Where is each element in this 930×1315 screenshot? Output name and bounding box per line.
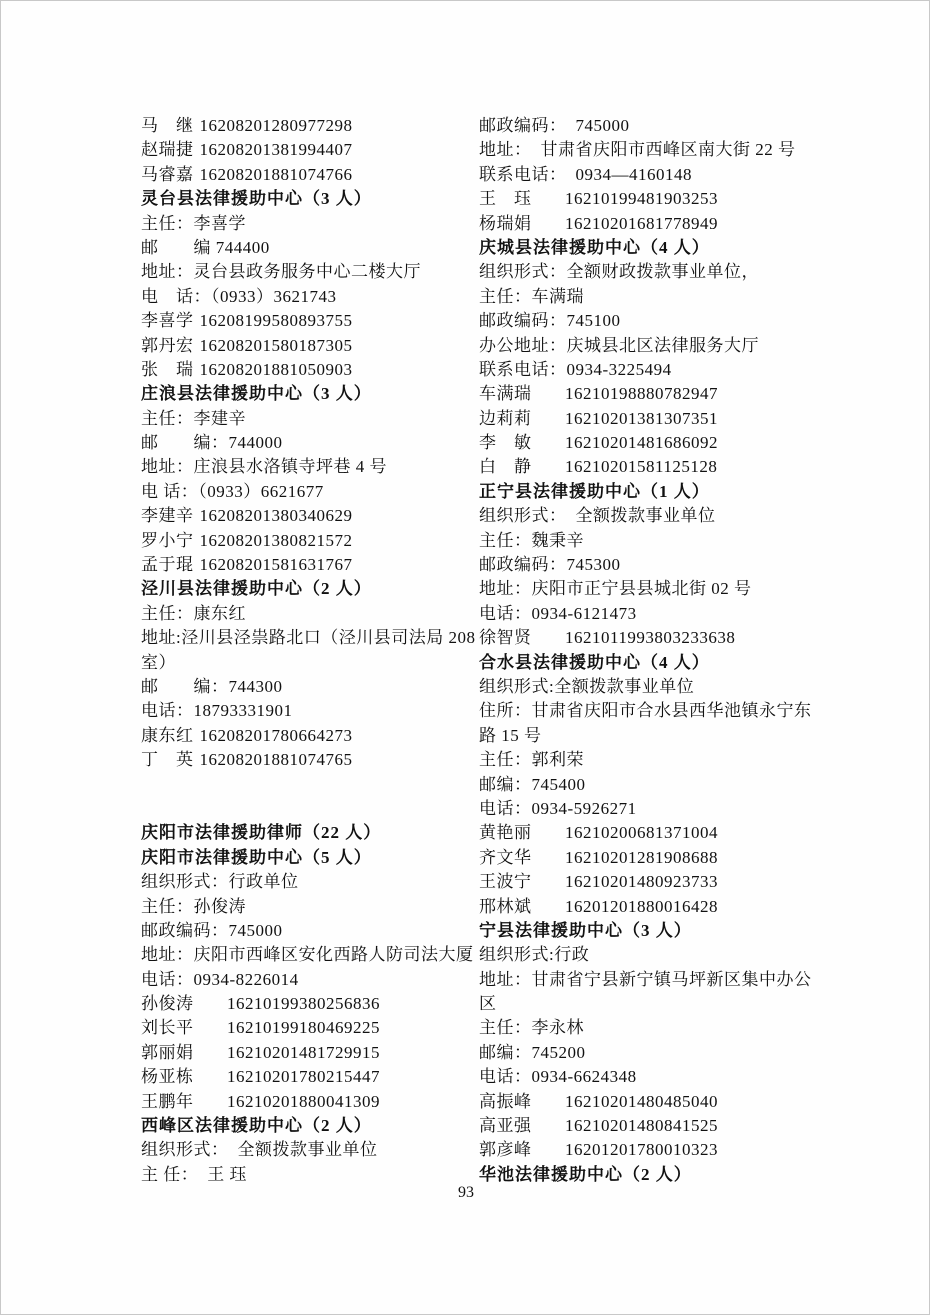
person-id: 16201201780010323 [565,1140,718,1160]
doc-line: 邮编：745200 [479,1042,586,1062]
doc-line: 邮政编码：745000 [141,920,283,940]
doc-line: 地址：庆阳市正宁县县城北街 02 号 [479,579,752,599]
person-id: 16210201481729915 [227,1042,380,1062]
doc-line: 电话：0934-6121473 [479,603,637,623]
person-id-row [479,431,815,455]
person-id: 16208201380821572 [199,530,353,550]
doc-line: 地址：灵台县政务服务中心二楼大厅 [141,262,421,282]
person-id-row [141,1016,477,1040]
person-id-row [141,309,477,333]
person-id: 16210201681778949 [565,213,718,233]
section-heading: 西峰区法律援助中心（2 人） [141,1116,372,1136]
person-id: 16210201880041309 [227,1091,380,1111]
person-name: 赵瑞捷 [141,140,194,160]
person-id: 16210201780215447 [227,1067,380,1087]
doc-line: 路 15 号 [479,725,542,745]
person-name: 罗小宁 [141,530,194,550]
person-name: 丁 英 [141,750,194,770]
person-id-row [141,163,477,187]
doc-line [141,773,477,797]
person-id-row [141,334,477,358]
section-heading: 合水县法律援助中心（4 人） [479,652,710,672]
person-id-row [479,382,815,406]
doc-line: 地址：庆阳市西峰区安化西路人防司法大厦 [141,945,474,965]
person-id: 16210201480923733 [565,872,718,892]
person-id: 16210200681371004 [565,823,718,843]
person-id-row [479,455,815,479]
person-name: 郭丹宏 [141,335,194,355]
person-id: 16208201881074766 [199,164,353,184]
section-heading: 庆阳市法律援助律师（22 人） [141,823,382,843]
person-id-row [141,553,477,577]
doc-line: 地址： 甘肃省庆阳市西峰区南大街 22 号 [479,140,796,160]
doc-line: 区 [479,994,497,1014]
doc-line: 邮编：745400 [479,774,586,794]
doc-line: 地址:泾川县泾祟路北口（泾川县司法局 208 [141,628,476,648]
right-column [479,114,815,1187]
person-name: 王鹏年 [141,1091,194,1111]
person-name: 孙俊涛 [141,994,194,1014]
doc-line: 组织形式： 全额拨款事业单位 [479,506,716,526]
person-id-row [479,821,815,845]
person-id: 16210201381307351 [565,408,718,428]
person-id-row [141,1065,477,1089]
person-name: 孟于琨 [141,555,194,575]
person-id-row [141,748,477,772]
doc-line: 主任：魏秉辛 [479,530,584,550]
doc-line: 地址：庄浪县水洛镇寺坪巷 4 号 [141,457,387,477]
person-id-row [141,504,477,528]
doc-line: 主任：郭利荣 [479,750,584,770]
person-id-row [479,1090,815,1114]
person-name: 马 继 [141,116,194,135]
doc-line: 电话：18793331901 [141,701,293,721]
person-name: 张 瑞 [141,359,194,379]
person-id: 16208201881074765 [199,750,353,770]
person-id: 16208201380340629 [199,506,353,526]
section-heading: 华池法律援助中心（2 人） [479,1164,692,1184]
doc-line: 邮 编 744400 [141,237,270,257]
doc-line: 组织形式:行政 [479,945,590,965]
doc-line: 电话：0934-6624348 [479,1067,637,1087]
person-name: 李建辛 [141,506,194,526]
person-id-row [141,1090,477,1114]
doc-line: 联系电话： 0934—4160148 [479,164,692,184]
doc-line: 邮政编码：745100 [479,311,621,331]
doc-line: 主任：车满瑞 [479,286,584,306]
person-id: 16208201881050903 [199,359,353,379]
doc-line: 电话：0934-5926271 [479,798,637,818]
person-name: 王 珏 [479,189,532,209]
person-name: 郭彦峰 [479,1140,532,1160]
person-id-row [479,626,815,650]
doc-line: 主任：孙俊涛 [141,896,246,916]
person-id: 1621011993803233638 [565,628,736,648]
person-name: 边莉莉 [479,408,532,428]
person-id: 16210201480841525 [565,1116,718,1136]
person-id: 16210199180469225 [227,1018,380,1038]
person-name: 高亚强 [479,1116,532,1136]
person-id-row [141,114,477,138]
doc-line: 主任：李建辛 [141,408,246,428]
person-name: 杨亚栋 [141,1067,194,1087]
doc-line: 住所：甘肃省庆阳市合水县西华池镇永宁东 [479,701,812,721]
person-id-row [141,724,477,748]
person-name: 康东红 [141,725,194,745]
person-name: 高振峰 [479,1091,532,1111]
person-name: 郭丽娟 [141,1042,194,1062]
person-name: 徐智贤 [479,628,532,648]
section-heading: 宁县法律援助中心（3 人） [479,920,692,940]
person-name: 白 静 [479,457,532,477]
doc-line: 电话：0934-8226014 [141,969,299,989]
person-id: 16210199481903253 [565,189,718,209]
person-name: 王波宁 [479,872,532,892]
doc-line: 邮 编：744000 [141,433,283,453]
person-id-row [141,992,477,1016]
person-name: 李喜学 [141,311,194,331]
person-id-row [479,870,815,894]
person-id-row [479,212,815,236]
person-id-row [479,407,815,431]
person-id: 16208201381994407 [199,140,353,160]
person-id-row [141,358,477,382]
person-id: 16208201580187305 [199,335,353,355]
person-id: 16210201581125128 [565,457,718,477]
person-id: 16208201780664273 [199,725,353,745]
person-id-row [141,138,477,162]
doc-line: 电 话：（0933）6621677 [141,481,324,501]
person-id: 16210201281908688 [565,847,718,867]
person-id: 16208199580893755 [199,311,353,331]
person-id: 16210201481686092 [565,433,718,453]
doc-line: 主 任： 王 珏 [141,1164,247,1184]
person-id: 16210198880782947 [565,384,718,404]
doc-line: 室） [141,652,176,672]
doc-line: 邮 编：744300 [141,676,283,696]
doc-line: 邮政编码：745300 [479,555,621,575]
person-name: 刘长平 [141,1018,194,1038]
doc-line: 组织形式：全额财政拨款事业单位， [479,262,759,282]
section-heading: 庆阳市法律援助中心（5 人） [141,847,372,867]
person-id: 16210199380256836 [227,994,380,1014]
doc-line: 组织形式:全额拨款事业单位 [479,676,695,696]
person-name: 黄艳丽 [479,823,532,843]
person-name: 杨瑞娟 [479,213,532,233]
doc-line: 组织形式： 全额拨款事业单位 [141,1140,378,1160]
person-id-row [479,187,815,211]
section-heading: 庆城县法律援助中心（4 人） [479,237,710,257]
person-name: 马睿嘉 [141,164,194,184]
doc-line: 邮政编码： 745000 [479,116,630,135]
section-heading: 灵台县法律援助中心（3 人） [141,189,372,209]
person-id: 16208201280977298 [199,116,353,135]
person-id: 16210201480485040 [565,1091,718,1111]
person-name: 车满瑞 [479,384,532,404]
person-id-row [141,1041,477,1065]
section-heading: 正宁县法律援助中心（1 人） [479,481,710,501]
person-name: 齐文华 [479,847,532,867]
doc-line: 主任：康东红 [141,603,246,623]
left-column [141,114,477,1187]
page-number: 93 [458,1184,474,1201]
person-id-row [479,1114,815,1138]
doc-line: 组织形式：行政单位 [141,872,299,892]
doc-line: 主任：李永林 [479,1018,584,1038]
person-name: 李 敏 [479,433,532,453]
doc-line: 联系电话：0934-3225494 [479,359,672,379]
person-name: 邢林斌 [479,896,532,916]
section-heading: 泾川县法律援助中心（2 人） [141,579,372,599]
doc-line [141,797,477,821]
person-id-row [479,846,815,870]
doc-line: 主任：李喜学 [141,213,246,233]
doc-line: 办公地址：庆城县北区法律服务大厅 [479,335,759,355]
doc-line: 地址：甘肃省宁县新宁镇马坪新区集中办公 [479,969,812,989]
person-id-row [141,529,477,553]
person-id: 16208201581631767 [199,555,353,575]
person-id-row [479,895,815,919]
section-heading: 庄浪县法律援助中心（3 人） [141,384,372,404]
person-id-row [479,1138,815,1162]
person-id: 16201201880016428 [565,896,718,916]
doc-line: 电 话：（0933）3621743 [141,286,337,306]
